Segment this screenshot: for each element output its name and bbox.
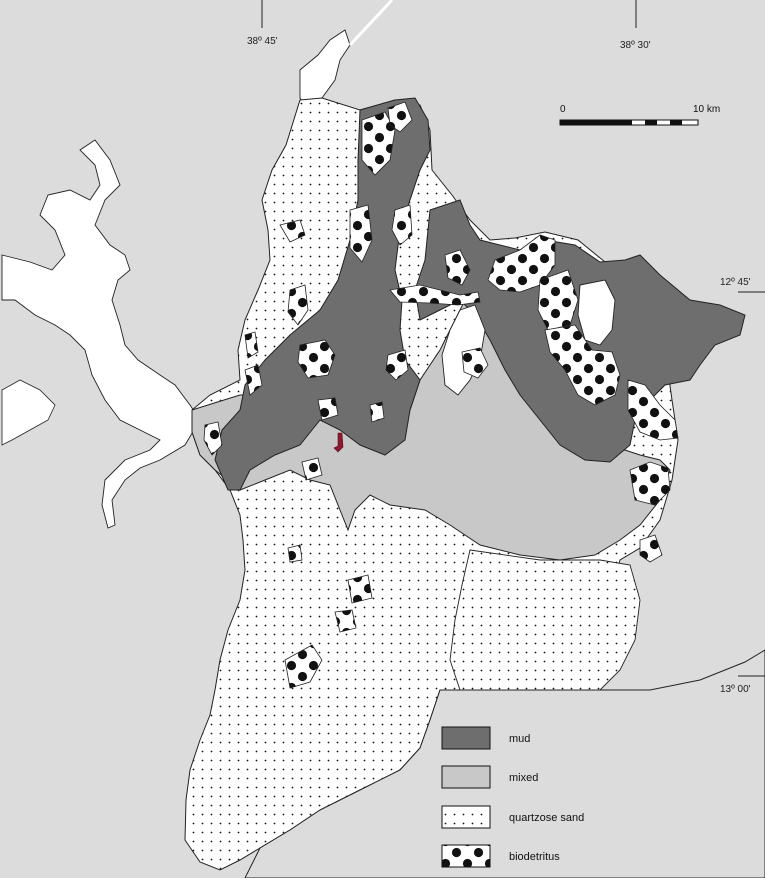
legend-label-mud: mud bbox=[509, 733, 531, 745]
legend-swatch-biodetritus bbox=[442, 845, 490, 867]
legend-swatch-quartzose-sand bbox=[442, 806, 490, 828]
latitude-label-north: 12º 45' bbox=[720, 277, 751, 288]
scale-start-label: 0 bbox=[560, 104, 566, 115]
legend-label-biodetritus: biodetritus bbox=[509, 851, 560, 863]
longitude-label-east: 38º 30' bbox=[620, 40, 651, 51]
sand-zone-southeast bbox=[450, 550, 640, 690]
scale-end-label: 10 km bbox=[693, 104, 721, 115]
legend-swatch-mixed bbox=[442, 766, 490, 788]
legend-label-mixed: mixed bbox=[509, 772, 539, 784]
longitude-label-west: 38º 45' bbox=[247, 36, 278, 47]
latitude-label-south: 13º 00' bbox=[720, 684, 751, 695]
legend-label-quartzose-sand: quartzose sand bbox=[509, 812, 585, 824]
legend-swatch-mud bbox=[442, 727, 490, 749]
